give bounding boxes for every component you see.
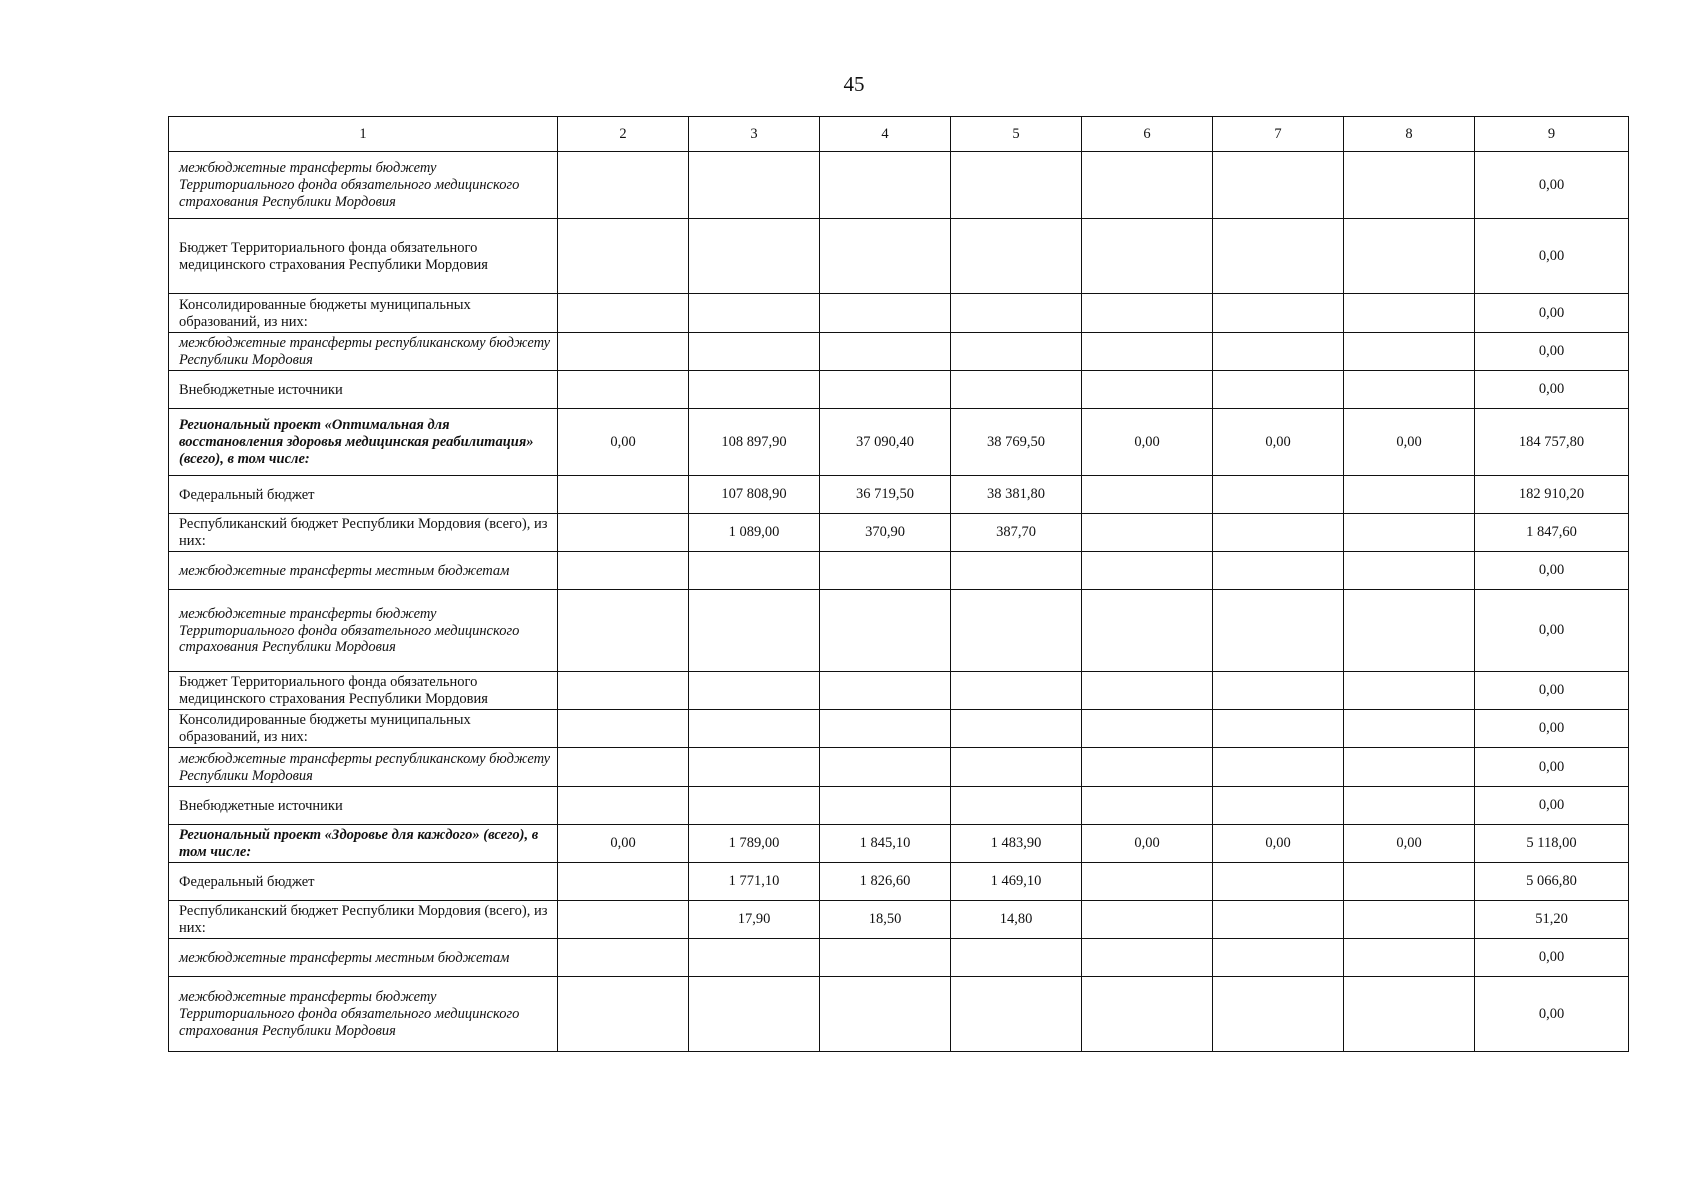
header-cell-6: 6 bbox=[1082, 117, 1213, 152]
table-row bbox=[169, 152, 1629, 219]
value-cell-col-9: 182 910,20 bbox=[1475, 476, 1629, 514]
value-cell-col-6 bbox=[1082, 476, 1213, 514]
value-cell-col-7 bbox=[1213, 152, 1344, 219]
row-label-cell: Республиканский бюджет Республики Мордовия (всего), из них: bbox=[169, 901, 558, 939]
value-cell-col-8: 0,00 bbox=[1344, 825, 1475, 863]
value-cell-col-2 bbox=[558, 371, 689, 409]
table-row bbox=[169, 476, 1629, 514]
value-cell-col-3 bbox=[689, 787, 820, 825]
value-cell-col-2 bbox=[558, 863, 689, 901]
value-cell-col-9: 0,00 bbox=[1475, 787, 1629, 825]
value-cell-col-3 bbox=[689, 371, 820, 409]
value-cell-col-7 bbox=[1213, 672, 1344, 710]
table-row bbox=[169, 710, 1629, 748]
value-cell-col-5: 1 469,10 bbox=[951, 863, 1082, 901]
value-cell-col-2: 0,00 bbox=[558, 409, 689, 476]
value-cell-col-5 bbox=[951, 552, 1082, 590]
value-cell-col-8 bbox=[1344, 333, 1475, 371]
value-cell-col-5: 38 769,50 bbox=[951, 409, 1082, 476]
value-cell-col-6 bbox=[1082, 514, 1213, 552]
row-label-cell: Внебюджетные источники bbox=[169, 787, 558, 825]
budget-table bbox=[168, 116, 1629, 1052]
row-label-cell: межбюджетные трансферты республиканскому бюджету Республики Мордовия bbox=[169, 333, 558, 371]
table-row bbox=[169, 901, 1629, 939]
value-cell-col-3 bbox=[689, 552, 820, 590]
value-cell-col-8 bbox=[1344, 939, 1475, 977]
value-cell-col-6 bbox=[1082, 863, 1213, 901]
value-cell-col-6 bbox=[1082, 787, 1213, 825]
value-cell-col-4 bbox=[820, 152, 951, 219]
value-cell-col-6 bbox=[1082, 552, 1213, 590]
value-cell-col-8 bbox=[1344, 787, 1475, 825]
value-cell-col-6 bbox=[1082, 152, 1213, 219]
value-cell-col-4 bbox=[820, 333, 951, 371]
value-cell-col-3: 1 771,10 bbox=[689, 863, 820, 901]
table-row bbox=[169, 333, 1629, 371]
value-cell-col-7 bbox=[1213, 977, 1344, 1052]
value-cell-col-2 bbox=[558, 672, 689, 710]
value-cell-col-5 bbox=[951, 371, 1082, 409]
table-row bbox=[169, 977, 1629, 1052]
value-cell-col-8 bbox=[1344, 863, 1475, 901]
value-cell-col-6: 0,00 bbox=[1082, 409, 1213, 476]
value-cell-col-5 bbox=[951, 294, 1082, 333]
value-cell-col-5: 387,70 bbox=[951, 514, 1082, 552]
value-cell-col-6 bbox=[1082, 219, 1213, 294]
row-label-cell: Внебюджетные источники bbox=[169, 371, 558, 409]
row-label-cell: межбюджетные трансферты местным бюджетам bbox=[169, 939, 558, 977]
table-row bbox=[169, 371, 1629, 409]
value-cell-col-6: 0,00 bbox=[1082, 825, 1213, 863]
value-cell-col-5 bbox=[951, 333, 1082, 371]
value-cell-col-2 bbox=[558, 901, 689, 939]
value-cell-col-3: 107 808,90 bbox=[689, 476, 820, 514]
table-row bbox=[169, 514, 1629, 552]
value-cell-col-4: 36 719,50 bbox=[820, 476, 951, 514]
value-cell-col-5 bbox=[951, 748, 1082, 787]
value-cell-col-9: 0,00 bbox=[1475, 333, 1629, 371]
value-cell-col-3 bbox=[689, 152, 820, 219]
value-cell-col-3 bbox=[689, 672, 820, 710]
table-row bbox=[169, 825, 1629, 863]
value-cell-col-2 bbox=[558, 939, 689, 977]
table-row bbox=[169, 787, 1629, 825]
value-cell-col-8 bbox=[1344, 901, 1475, 939]
value-cell-col-7 bbox=[1213, 901, 1344, 939]
row-label-cell: Бюджет Территориального фонда обязательного медицинского страхования Республики Мордовия bbox=[169, 672, 558, 710]
table-row bbox=[169, 409, 1629, 476]
row-label-cell: межбюджетные трансферты бюджету Территориального фонда обязательного медицинского страхования Республики Мордовия bbox=[169, 152, 558, 219]
table-row bbox=[169, 294, 1629, 333]
table-row bbox=[169, 672, 1629, 710]
value-cell-col-5 bbox=[951, 977, 1082, 1052]
value-cell-col-3 bbox=[689, 294, 820, 333]
header-cell-3: 3 bbox=[689, 117, 820, 152]
row-label-cell: Федеральный бюджет bbox=[169, 863, 558, 901]
value-cell-col-7 bbox=[1213, 939, 1344, 977]
value-cell-col-3: 1 089,00 bbox=[689, 514, 820, 552]
value-cell-col-5 bbox=[951, 152, 1082, 219]
value-cell-col-7 bbox=[1213, 710, 1344, 748]
header-cell-7: 7 bbox=[1213, 117, 1344, 152]
value-cell-col-3: 108 897,90 bbox=[689, 409, 820, 476]
value-cell-col-7 bbox=[1213, 476, 1344, 514]
row-label-cell: Федеральный бюджет bbox=[169, 476, 558, 514]
table-body bbox=[169, 152, 1629, 1052]
table-row bbox=[169, 863, 1629, 901]
value-cell-col-2: 0,00 bbox=[558, 825, 689, 863]
value-cell-col-7 bbox=[1213, 219, 1344, 294]
value-cell-col-5 bbox=[951, 710, 1082, 748]
value-cell-col-3 bbox=[689, 590, 820, 672]
value-cell-col-3 bbox=[689, 748, 820, 787]
value-cell-col-2 bbox=[558, 333, 689, 371]
value-cell-col-7 bbox=[1213, 590, 1344, 672]
value-cell-col-7 bbox=[1213, 787, 1344, 825]
value-cell-col-9: 184 757,80 bbox=[1475, 409, 1629, 476]
value-cell-col-4: 370,90 bbox=[820, 514, 951, 552]
value-cell-col-5: 38 381,80 bbox=[951, 476, 1082, 514]
value-cell-col-8 bbox=[1344, 552, 1475, 590]
table-row bbox=[169, 219, 1629, 294]
value-cell-col-3 bbox=[689, 219, 820, 294]
value-cell-col-8 bbox=[1344, 294, 1475, 333]
header-cell-9: 9 bbox=[1475, 117, 1629, 152]
value-cell-col-2 bbox=[558, 977, 689, 1052]
value-cell-col-7: 0,00 bbox=[1213, 825, 1344, 863]
value-cell-col-8: 0,00 bbox=[1344, 409, 1475, 476]
value-cell-col-9: 5 118,00 bbox=[1475, 825, 1629, 863]
header-cell-4: 4 bbox=[820, 117, 951, 152]
value-cell-col-7 bbox=[1213, 863, 1344, 901]
value-cell-col-7 bbox=[1213, 333, 1344, 371]
value-cell-col-5 bbox=[951, 590, 1082, 672]
value-cell-col-5: 1 483,90 bbox=[951, 825, 1082, 863]
value-cell-col-5: 14,80 bbox=[951, 901, 1082, 939]
value-cell-col-7 bbox=[1213, 514, 1344, 552]
value-cell-col-8 bbox=[1344, 371, 1475, 409]
value-cell-col-8 bbox=[1344, 710, 1475, 748]
value-cell-col-2 bbox=[558, 552, 689, 590]
value-cell-col-2 bbox=[558, 514, 689, 552]
value-cell-col-5 bbox=[951, 787, 1082, 825]
table-row bbox=[169, 590, 1629, 672]
value-cell-col-4 bbox=[820, 710, 951, 748]
value-cell-col-8 bbox=[1344, 672, 1475, 710]
header-cell-1: 1 bbox=[169, 117, 558, 152]
value-cell-col-6 bbox=[1082, 371, 1213, 409]
row-label-cell: Республиканский бюджет Республики Мордовия (всего), из них: bbox=[169, 514, 558, 552]
value-cell-col-8 bbox=[1344, 152, 1475, 219]
value-cell-col-7: 0,00 bbox=[1213, 409, 1344, 476]
page-number: 45 bbox=[843, 72, 865, 96]
value-cell-col-3 bbox=[689, 333, 820, 371]
value-cell-col-6 bbox=[1082, 748, 1213, 787]
value-cell-col-3 bbox=[689, 977, 820, 1052]
value-cell-col-7 bbox=[1213, 748, 1344, 787]
value-cell-col-6 bbox=[1082, 977, 1213, 1052]
value-cell-col-8 bbox=[1344, 476, 1475, 514]
row-label-cell: межбюджетные трансферты местным бюджетам bbox=[169, 552, 558, 590]
value-cell-col-3 bbox=[689, 710, 820, 748]
table-row bbox=[169, 939, 1629, 977]
value-cell-col-4: 1 845,10 bbox=[820, 825, 951, 863]
value-cell-col-3: 17,90 bbox=[689, 901, 820, 939]
header-row bbox=[169, 117, 1629, 152]
value-cell-col-4 bbox=[820, 219, 951, 294]
value-cell-col-4 bbox=[820, 672, 951, 710]
value-cell-col-4 bbox=[820, 552, 951, 590]
value-cell-col-5 bbox=[951, 672, 1082, 710]
value-cell-col-9: 51,20 bbox=[1475, 901, 1629, 939]
value-cell-col-4 bbox=[820, 748, 951, 787]
value-cell-col-6 bbox=[1082, 590, 1213, 672]
row-label-cell: Консолидированные бюджеты муниципальных образований, из них: bbox=[169, 294, 558, 333]
value-cell-col-2 bbox=[558, 710, 689, 748]
value-cell-col-9: 0,00 bbox=[1475, 371, 1629, 409]
value-cell-col-9: 0,00 bbox=[1475, 552, 1629, 590]
header-cell-2: 2 bbox=[558, 117, 689, 152]
table-row bbox=[169, 552, 1629, 590]
value-cell-col-6 bbox=[1082, 901, 1213, 939]
value-cell-col-9: 0,00 bbox=[1475, 294, 1629, 333]
value-cell-col-4: 18,50 bbox=[820, 901, 951, 939]
value-cell-col-9: 0,00 bbox=[1475, 939, 1629, 977]
value-cell-col-2 bbox=[558, 787, 689, 825]
value-cell-col-3: 1 789,00 bbox=[689, 825, 820, 863]
value-cell-col-7 bbox=[1213, 552, 1344, 590]
value-cell-col-2 bbox=[558, 294, 689, 333]
row-label-cell: Региональный проект «Оптимальная для восстановления здоровья медицинская реабилитация» (всего), в том числе: bbox=[169, 409, 558, 476]
value-cell-col-4 bbox=[820, 787, 951, 825]
value-cell-col-8 bbox=[1344, 514, 1475, 552]
value-cell-col-9: 0,00 bbox=[1475, 152, 1629, 219]
value-cell-col-9: 0,00 bbox=[1475, 590, 1629, 672]
value-cell-col-9: 0,00 bbox=[1475, 977, 1629, 1052]
value-cell-col-8 bbox=[1344, 977, 1475, 1052]
value-cell-col-6 bbox=[1082, 333, 1213, 371]
row-label-cell: Консолидированные бюджеты муниципальных образований, из них: bbox=[169, 710, 558, 748]
value-cell-col-3 bbox=[689, 939, 820, 977]
value-cell-col-8 bbox=[1344, 748, 1475, 787]
header-cell-5: 5 bbox=[951, 117, 1082, 152]
value-cell-col-9: 0,00 bbox=[1475, 710, 1629, 748]
value-cell-col-6 bbox=[1082, 939, 1213, 977]
value-cell-col-6 bbox=[1082, 294, 1213, 333]
value-cell-col-9: 0,00 bbox=[1475, 219, 1629, 294]
value-cell-col-5 bbox=[951, 939, 1082, 977]
value-cell-col-4: 1 826,60 bbox=[820, 863, 951, 901]
row-label-cell: Региональный проект «Здоровье для каждого» (всего), в том числе: bbox=[169, 825, 558, 863]
value-cell-col-2 bbox=[558, 748, 689, 787]
row-label-cell: межбюджетные трансферты бюджету Территориального фонда обязательного медицинского страхования Республики Мордовия bbox=[169, 977, 558, 1052]
value-cell-col-2 bbox=[558, 590, 689, 672]
value-cell-col-8 bbox=[1344, 590, 1475, 672]
value-cell-col-4 bbox=[820, 294, 951, 333]
row-label-cell: межбюджетные трансферты бюджету Территориального фонда обязательного медицинского страхования Республики Мордовия bbox=[169, 590, 558, 672]
value-cell-col-7 bbox=[1213, 371, 1344, 409]
value-cell-col-5 bbox=[951, 219, 1082, 294]
value-cell-col-4 bbox=[820, 939, 951, 977]
value-cell-col-4: 37 090,40 bbox=[820, 409, 951, 476]
value-cell-col-2 bbox=[558, 219, 689, 294]
value-cell-col-2 bbox=[558, 476, 689, 514]
value-cell-col-6 bbox=[1082, 710, 1213, 748]
value-cell-col-4 bbox=[820, 977, 951, 1052]
value-cell-col-9: 5 066,80 bbox=[1475, 863, 1629, 901]
value-cell-col-8 bbox=[1344, 219, 1475, 294]
value-cell-col-9: 0,00 bbox=[1475, 672, 1629, 710]
value-cell-col-7 bbox=[1213, 294, 1344, 333]
value-cell-col-9: 0,00 bbox=[1475, 748, 1629, 787]
value-cell-col-9: 1 847,60 bbox=[1475, 514, 1629, 552]
header-cell-8: 8 bbox=[1344, 117, 1475, 152]
row-label-cell: межбюджетные трансферты республиканскому бюджету Республики Мордовия bbox=[169, 748, 558, 787]
row-label-cell: Бюджет Территориального фонда обязательного медицинского страхования Республики Мордовия bbox=[169, 219, 558, 294]
value-cell-col-4 bbox=[820, 590, 951, 672]
table-row bbox=[169, 748, 1629, 787]
value-cell-col-2 bbox=[558, 152, 689, 219]
value-cell-col-4 bbox=[820, 371, 951, 409]
value-cell-col-6 bbox=[1082, 672, 1213, 710]
